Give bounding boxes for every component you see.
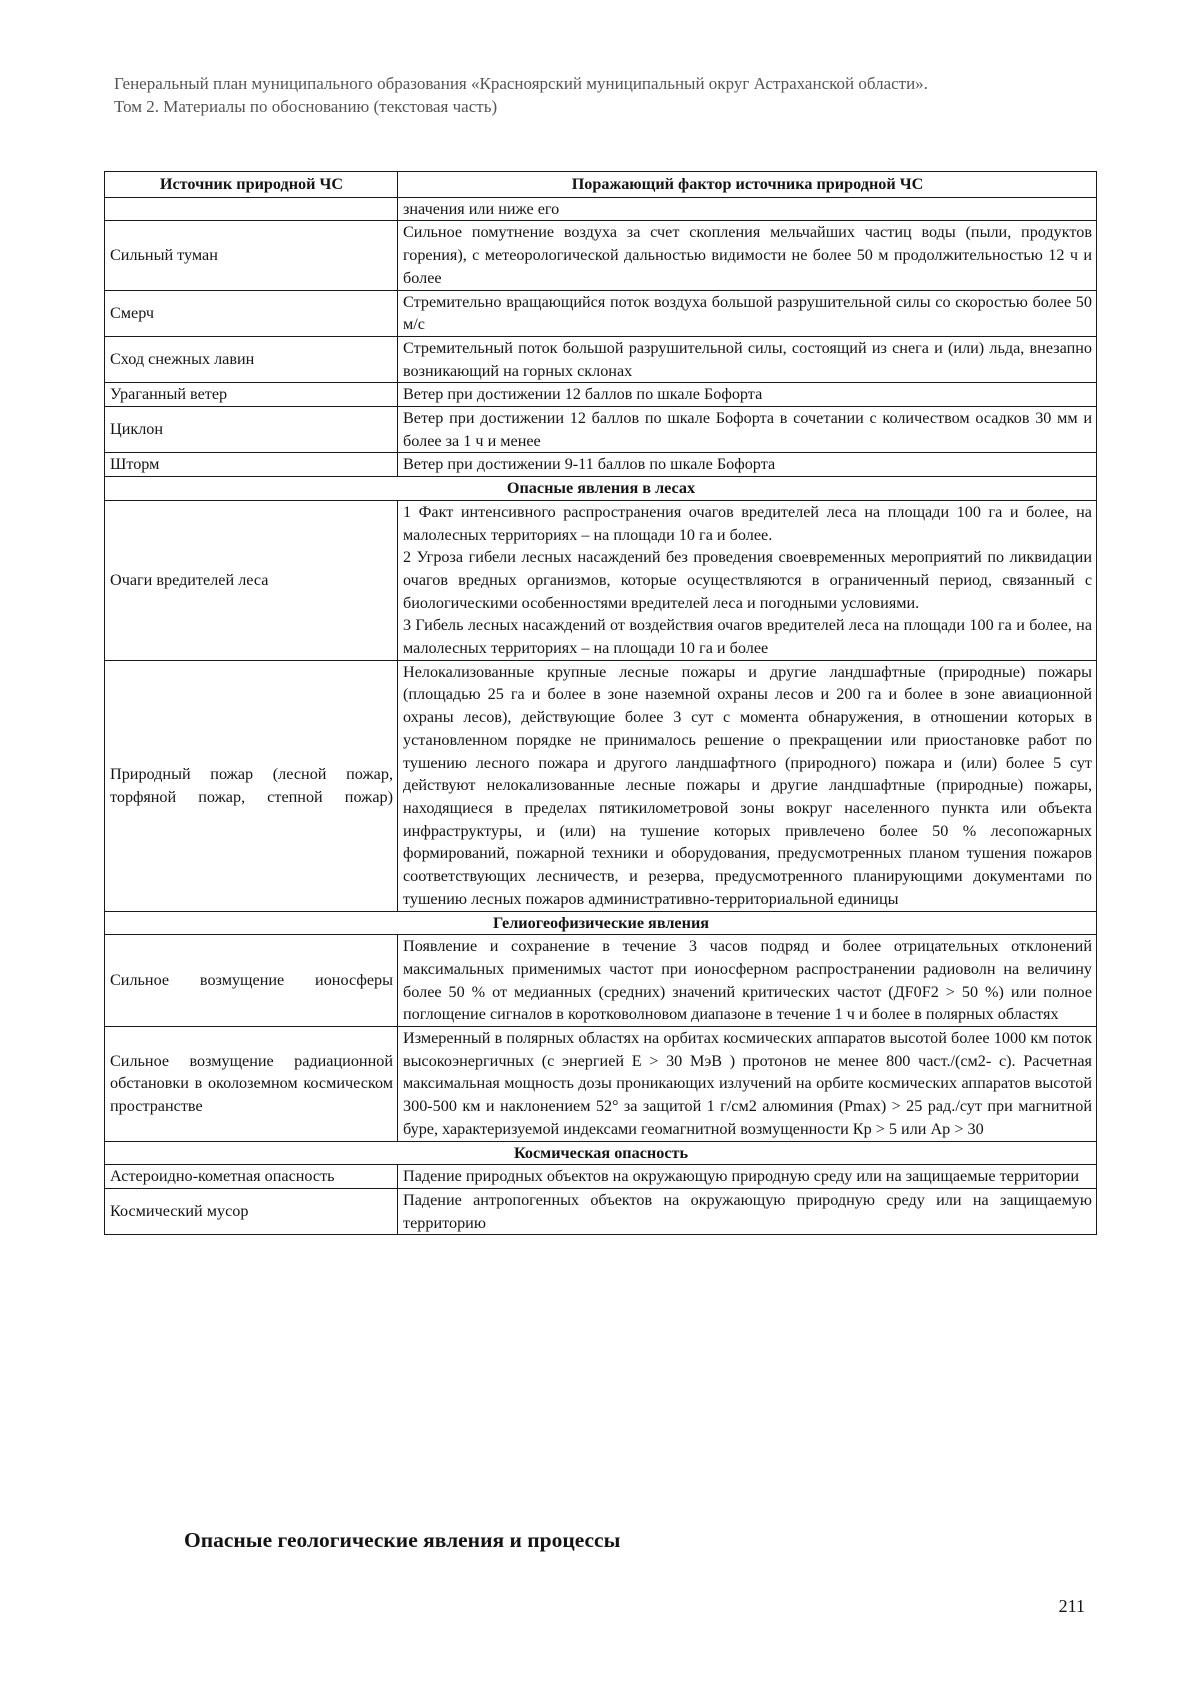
factor-item-2: 2 Угроза гибели лесных насаждений без проведения своевременных мероприятий по ликвидации очагов вредных организмов, которые осуществляются в ограниченный период, связанный с биологическими особенностями вредителей леса и погодными условиями. (403, 548, 1092, 612)
row-source: Космический мусор (105, 1188, 398, 1234)
section-row (105, 477, 1097, 501)
row-factor: Стремительный поток большой разрушительной силы, состоящий из снега и (или) льда, внезапно возникающий на горных склонах (398, 336, 1097, 382)
row-source: Сильное возмущение радиационной обстановки в околоземном космическом пространстве (105, 1027, 398, 1142)
row-factor: Появление и сохранение в течение 3 часов подряд и более отрицательных отклонений максимальных применимых частот при ионосферном распространении радиоволн на величину более 50 % от медианных (средних) значений критических частот (ДF0F2 > 50 %) или полное поглощение сигналов в коротковолновом диапазоне в течение 1 ч и более в полярных областях (398, 935, 1097, 1027)
row-source (105, 197, 398, 221)
column-header-source: Источник природной ЧС (105, 172, 398, 198)
row-source: Циклон (105, 407, 398, 453)
section-heading: Опасные геологические явления и процессы (184, 1528, 621, 1552)
row-factor: Ветер при достижении 9-11 баллов по шкале Бофорта (398, 453, 1097, 477)
row-factor: Измеренный в полярных областях на орбитах космических аппаратов высотой более 1000 км поток высокоэнергичных (с энергией Е > 30 МэВ ) протонов не менее 800 част./(см2- с). Расчетная максимальная мощность дозы проникающих излучений на орбите космических аппаратов высотой 300-500 км и наклонением 52° за защитой 1 г/см2 алюминия (Pmax) > 25 рад./сут при магнитной буре, характеризуемой индексами геомагнитной возмущенности Кр > 5 или Ар > 30 (398, 1027, 1097, 1142)
header-line-1: Генеральный план муниципального образования «Красноярский муниципальный округ Астраханской области». (114, 74, 928, 93)
table-row (105, 290, 1097, 336)
row-source: Очаги вредителей леса (105, 500, 398, 660)
hazards-table (104, 171, 1097, 1235)
table-row (105, 453, 1097, 477)
header-line-2: Том 2. Материалы по обоснованию (текстовая часть) (114, 97, 498, 116)
factor-item-1: 1 Факт интенсивного распространения очагов вредителей леса на площади 100 га и более, на малолесных территориях – на площади 10 га и более. (403, 502, 1092, 544)
page-number: 211 (1058, 1596, 1085, 1616)
row-source: Сильное возмущение ионосферы (105, 935, 398, 1027)
row-source: Смерч (105, 290, 398, 336)
row-factor: Сильное помутнение воздуха за счет скопления мельчайших частиц воды (пыли, продуктов горения), с метеорологической дальностью видимости не более 50 м продолжительностью 12 ч и более (398, 221, 1097, 290)
section-title-forests: Опасные явления в лесах (105, 477, 1097, 501)
row-source: Шторм (105, 453, 398, 477)
table-row (105, 383, 1097, 407)
table-row (105, 660, 1097, 911)
row-source: Сильный туман (105, 221, 398, 290)
table-row (105, 336, 1097, 382)
section-row (105, 911, 1097, 935)
row-source: Природный пожар (лесной пожар, торфяной пожар, степной пожар) (105, 660, 398, 911)
row-factor: Нелокализованные крупные лесные пожары и другие ландшафтные (природные) пожары (площадью 25 га и более в зоне наземной охраны лесов и 200 га и более в зоне авиационной охраны лесов), действующие более 3 сут с момента обнаружения, в отношении которых в установленном порядке не принималось решение о прекращении или приостановке работ по тушению лесного пожара и другого ландшафтного (природного) пожара и (или) более 5 сут действуют нелокализованные лесные пожары и другие ландшафтные (природные) пожары, находящиеся в пределах пятикилометровой зоны вокруг населенного пункта или объекта инфраструктуры, и (или) на тушение которых привлечено более 50 % лесопожарных формирований, пожарной техники и оборудования, предусмотренных планом тушения пожаров соответствующих лесничеств, и резерва, предусмотренного планирующими документами по тушению лесных пожаров административно-территориальной единицы (398, 660, 1097, 911)
table-row (105, 1027, 1097, 1142)
row-source: Астероидно-кометная опасность (105, 1165, 398, 1189)
row-factor: Ветер при достижении 12 баллов по шкале Бофорта в сочетании с количеством осадков 30 мм и более за 1 ч и менее (398, 407, 1097, 453)
section-row (105, 1141, 1097, 1165)
table-row (105, 221, 1097, 290)
column-header-factor: Поражающий фактор источника природной ЧС (398, 172, 1097, 198)
table-row (105, 500, 1097, 660)
row-source: Сход снежных лавин (105, 336, 398, 382)
row-factor: Падение природных объектов на окружающую природную среду или на защищаемые территории (398, 1165, 1097, 1189)
table-row (105, 935, 1097, 1027)
row-factor: Падение антропогенных объектов на окружающую природную среду или на защищаемую территорию (398, 1188, 1097, 1234)
row-factor: Стремительно вращающийся поток воздуха большой разрушительной силы со скоростью более 50 м/с (398, 290, 1097, 336)
row-source: Ураганный ветер (105, 383, 398, 407)
section-title-space: Космическая опасность (105, 1141, 1097, 1165)
table-row (105, 407, 1097, 453)
factor-item-3: 3 Гибель лесных насаждений от воздействия очагов вредителей леса на площади 100 га и более, на малолесных территориях – на площади 10 га и более (403, 616, 1092, 658)
row-factor (398, 500, 1097, 660)
table-header-row (105, 172, 1097, 198)
document-header (114, 72, 1104, 118)
table-row (105, 197, 1097, 221)
row-factor: Ветер при достижении 12 баллов по шкале Бофорта (398, 383, 1097, 407)
section-title-helio: Гелиогеофизические явления (105, 911, 1097, 935)
table-row (105, 1188, 1097, 1234)
table-row (105, 1165, 1097, 1189)
row-factor: значения или ниже его (398, 197, 1097, 221)
